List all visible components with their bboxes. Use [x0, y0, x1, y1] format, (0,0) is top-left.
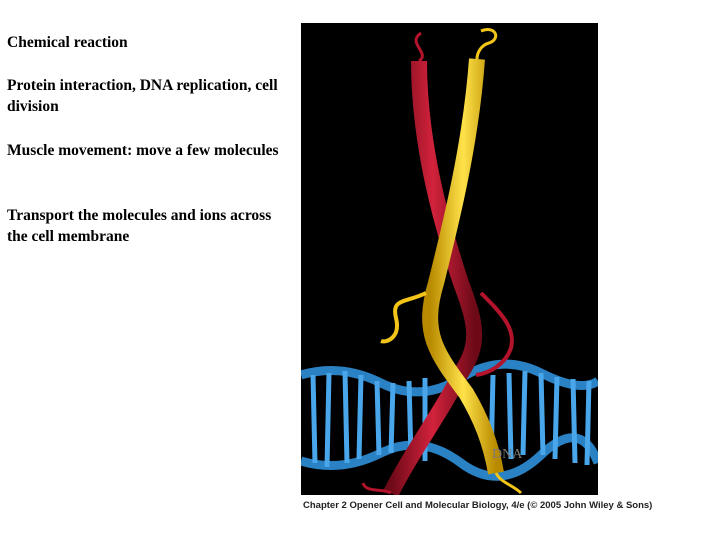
bullet-protein-interaction: Protein interaction, DNA replication, cell division [7, 77, 278, 115]
protein-dna-illustration [301, 23, 598, 495]
dna-label: DNA [492, 447, 523, 462]
bullet-transport: Transport the molecules and ions across the cell membrane [7, 207, 272, 245]
protein-dna-figure [301, 23, 598, 495]
bullet-chemical-reaction: Chemical reaction [7, 34, 128, 51]
figure-caption: Chapter 2 Opener Cell and Molecular Biology, 4/e (© 2005 John Wiley & Sons) [303, 500, 653, 511]
bullet-muscle-movement: Muscle movement: move a few molecules [7, 142, 279, 159]
